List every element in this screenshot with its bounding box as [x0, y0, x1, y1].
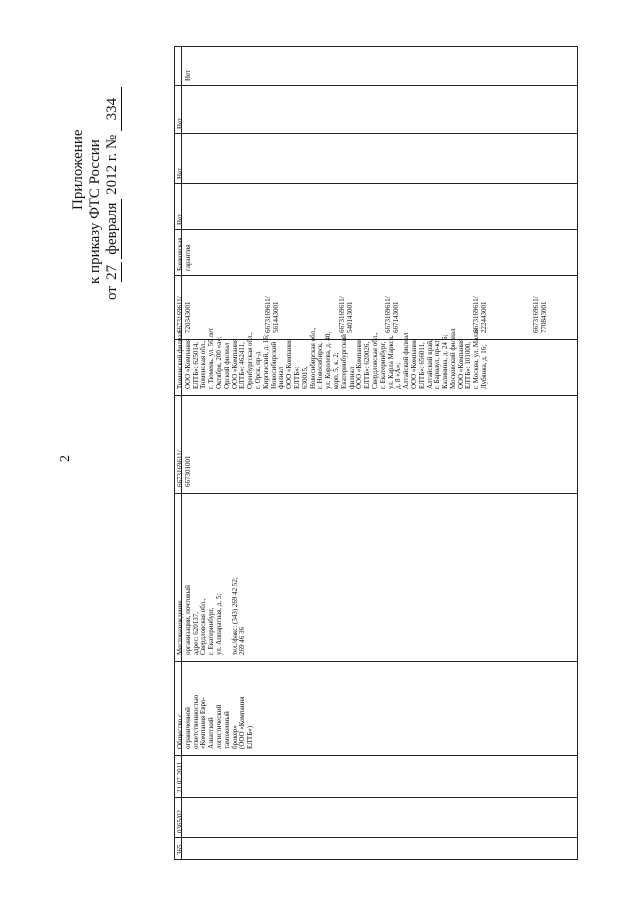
cell-index: 365	[176, 844, 184, 855]
header-day: 27	[104, 262, 122, 282]
cell-branch-kpp-4: 6673169611/ 667143001	[384, 296, 400, 333]
cell-branch-kpp-6: 6673169611/ 770843001	[532, 296, 548, 333]
cell-no-4: Нет	[184, 69, 192, 81]
header-date-prefix: от	[104, 286, 120, 300]
document-header	[70, 60, 122, 300]
cell-branch-kpp-3: 6673169611/ 540143001	[338, 296, 354, 333]
cell-inn-kpp: 6673169611/ 667301001	[176, 450, 192, 487]
header-month: февраля	[104, 199, 122, 259]
cell-date: 21.07.2011	[176, 761, 184, 793]
header-number-sign: №	[104, 134, 120, 150]
cell-no-2: Нет	[176, 167, 184, 179]
cell-guarantee: Банковская гарантия	[176, 237, 192, 271]
registry-table	[174, 46, 578, 860]
page-number: 2	[58, 455, 73, 462]
cell-branches: Тюменский филиал ООО «Компания ЕЛТБ»: 625014, Тюменская обл., г. Тюмень, ул. 50 лет Октября, 200 «а»; Орский филиал ООО «Компания ЕЛТБ»: 462411, Оренбургская обл., г. Орск, пр-д Киргизский, д. 16; Новосибирский филиал ООО «Компания ЕЛТБ»: 630015, Новосибирская обл., г. Новосибирск, ул. Королева, д. 40, корп. 5, к. 2; Екатеринбургский филиал ООО «Компания ЕЛТБ»: 620026, Свердловская обл., г. Екатеринбург, ул. Карла Маркса, д. 8 «А»; Алтайский филиал ООО «Компания ЕЛТБ»: 656011, Алтайский край, г. Барнаул, пр-кт Калинина, д. 24 Б; Московский филиал ООО «Компания ЕЛТБ»: 101000, г. Москва, ул. Малая Лубянка, д. 16;	[176, 327, 489, 389]
header-year-suffix: г.	[104, 152, 120, 162]
cell-no-3: Нет	[176, 117, 184, 129]
cell-reg-number: 0365/02	[176, 810, 184, 833]
header-title: Приложение	[70, 129, 86, 210]
cell-branch-kpp-5: 6673169611/ 222443001	[472, 296, 488, 333]
header-year: 2012	[104, 164, 120, 195]
cell-branch-kpp-2: 6673169611/ 561443001	[264, 296, 280, 333]
cell-address: Местонахождение организации, почтовый адрес: 620137, Свердловская обл., г. Екатеринбург, ул. Аппаратная, д. 5; тел./факс: (343) 269 42 52; 269 46 36	[176, 577, 247, 655]
header-subtitle: к приказу ФТС России	[87, 139, 103, 284]
cell-no-1: Нет	[176, 213, 184, 225]
cell-owner: Общество с ограниченной ответственностью «Компания Евро- Азиатский логистический таможенный брокер» (ООО «Компания ЕЛТБ»)	[176, 694, 255, 749]
cell-branch-kpp-1: 6673169611/ 720343001	[176, 296, 192, 333]
header-number: 334	[104, 87, 122, 131]
